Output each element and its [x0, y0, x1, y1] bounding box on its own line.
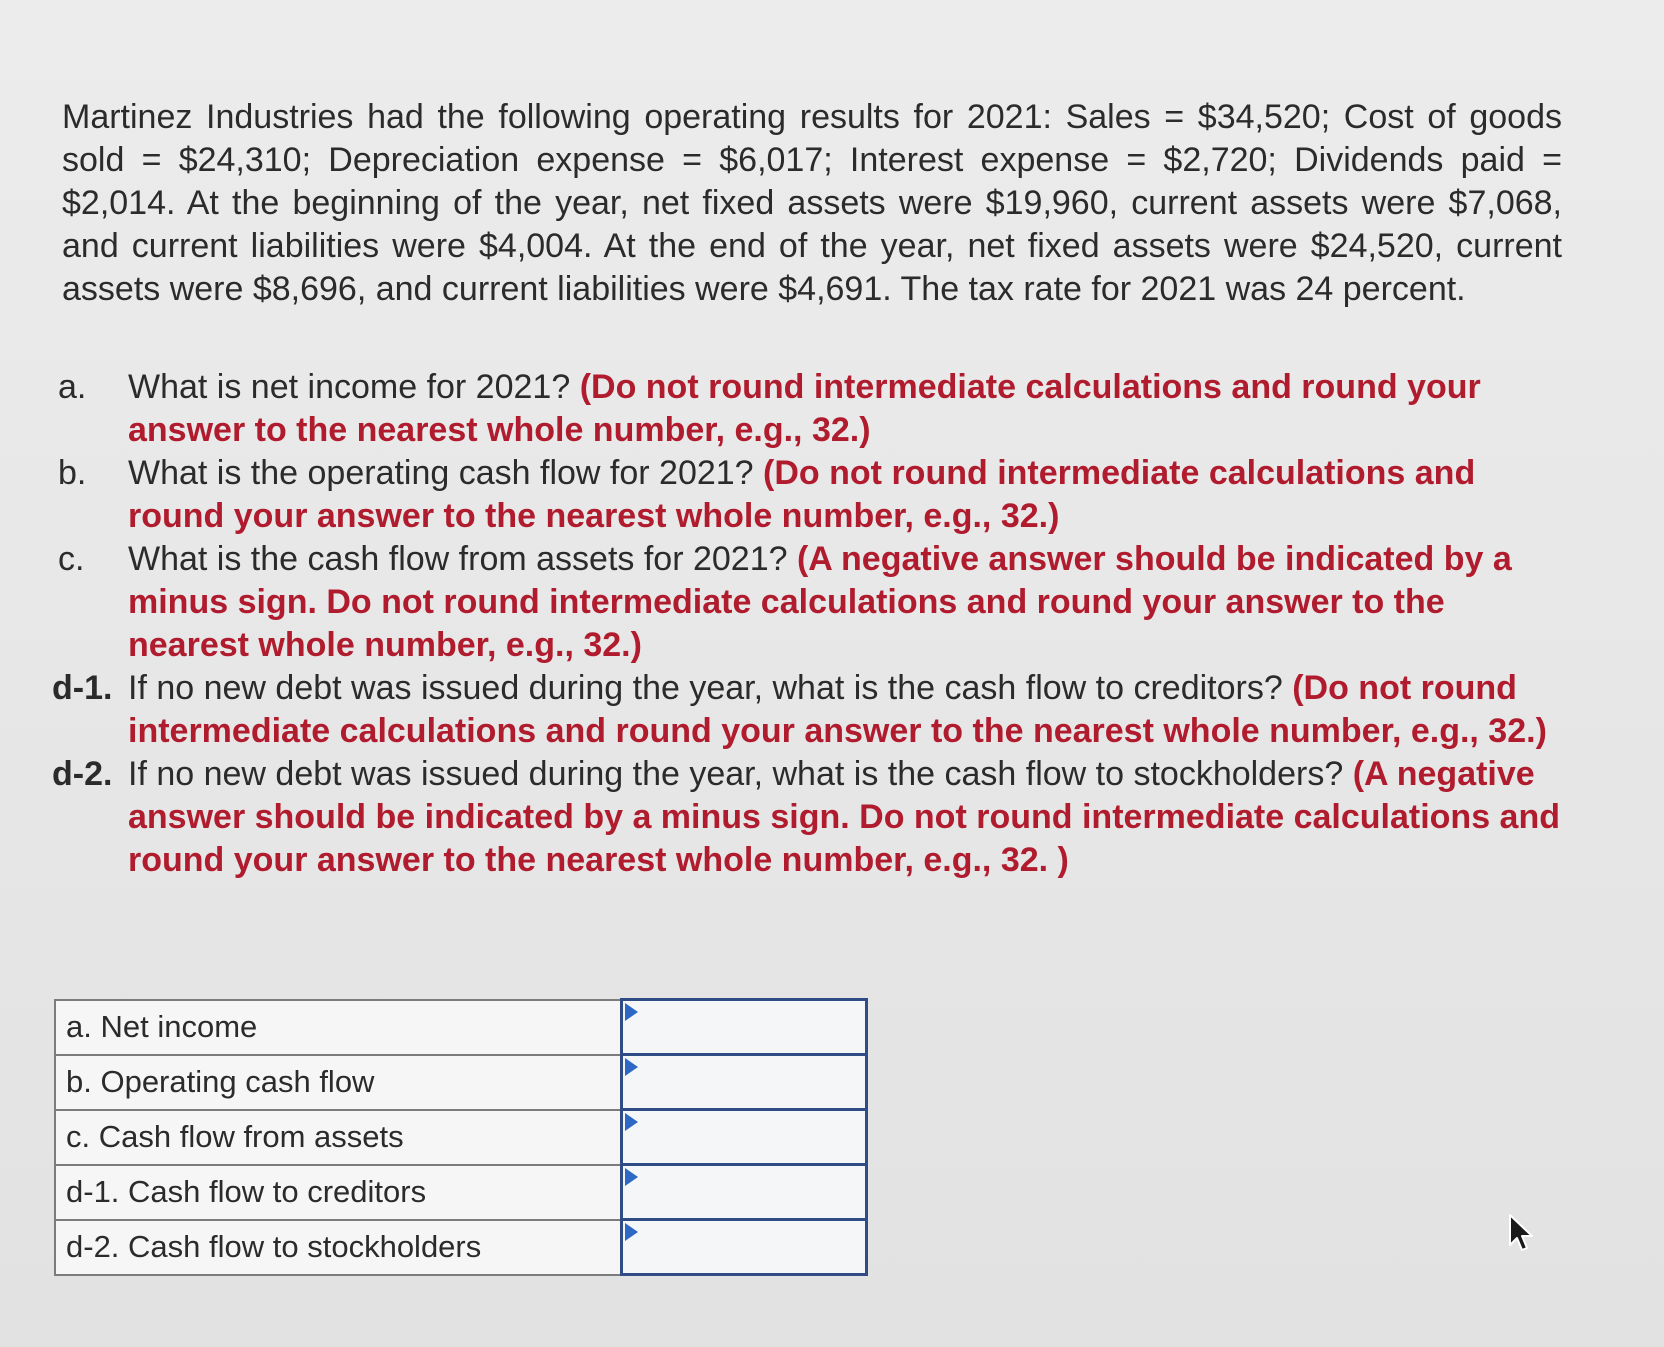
- question-d2: [52, 753, 1572, 882]
- question-label: d-2.: [52, 755, 113, 793]
- answer-row-net-income: [55, 1000, 866, 1055]
- question-body: [128, 667, 1572, 753]
- problem-statement: Martinez Industries had the following operating results for 2021: Sales = $34,520; Cost of goods sold = $24,310; Depreciation expense = $6,017; Interest expense = $2,720; Dividends paid = $2,014. At the beginning of the year, net fixed assets were $19,960, current assets were $7,068, and current liabilities were $4,004. At the end of the year, net fixed assets were $24,520, current assets were $8,696, and current liabilities were $4,691. The tax rate for 2021 was 24 percent.: [62, 98, 1562, 308]
- answer-label: d-2. Cash flow to stockholders: [55, 1220, 621, 1275]
- question-label: b.: [58, 454, 87, 492]
- answer-label: c. Cash flow from assets: [55, 1110, 621, 1165]
- answer-row-cash-flow-to-stockholders: [55, 1220, 866, 1275]
- answer-flag-icon: [625, 1058, 638, 1076]
- question-d1: [52, 667, 1572, 753]
- question-label: d-1.: [52, 669, 113, 707]
- question-hint: (Do not round intermediate calculations and round your answer to the nearest whole number, e.g., 32.): [128, 368, 1481, 449]
- answer-table: [54, 998, 868, 1276]
- answer-row-cash-flow-from-assets: [55, 1110, 866, 1165]
- cash-flow-to-creditors-input[interactable]: [623, 1168, 865, 1217]
- question-body: [128, 366, 1572, 452]
- question-label: a.: [58, 368, 87, 406]
- net-income-input[interactable]: [623, 1003, 865, 1052]
- operating-cash-flow-input[interactable]: [623, 1058, 865, 1107]
- answer-label: d-1. Cash flow to creditors: [55, 1165, 621, 1220]
- answer-flag-icon: [625, 1168, 638, 1186]
- question-hint: (A negative answer should be indicated by a minus sign. Do not round intermediate calculations and round your answer to the nearest whole number, e.g., 32.): [128, 540, 1512, 664]
- answer-row-cash-flow-to-creditors: [55, 1165, 866, 1220]
- cash-flow-from-assets-input[interactable]: [623, 1113, 865, 1162]
- question-a: [52, 366, 1572, 452]
- question-label: c.: [58, 540, 85, 578]
- answer-row-operating-cash-flow: [55, 1055, 866, 1110]
- mouse-pointer-icon: [1508, 1213, 1540, 1253]
- question-text: What is the operating cash flow for 2021?: [128, 454, 754, 492]
- answer-flag-icon: [625, 1223, 638, 1241]
- answer-cell: [621, 1165, 866, 1220]
- answer-label: a. Net income: [55, 1000, 621, 1055]
- question-b: [52, 452, 1572, 538]
- question-body: [128, 753, 1572, 882]
- question-hint: (Do not round intermediate calculations and round your answer to the nearest whole number, e.g., 32.): [128, 454, 1476, 535]
- answer-cell: [621, 1000, 866, 1055]
- question-text: What is the cash flow from assets for 2021?: [128, 540, 788, 578]
- question-body: [128, 452, 1572, 538]
- answer-label: b. Operating cash flow: [55, 1055, 621, 1110]
- question-body: [128, 538, 1572, 667]
- cash-flow-to-stockholders-input[interactable]: [623, 1223, 865, 1272]
- answer-flag-icon: [625, 1003, 638, 1021]
- question-text: What is net income for 2021?: [128, 368, 571, 406]
- question-c: [52, 538, 1572, 667]
- question-text: If no new debt was issued during the year, what is the cash flow to creditors?: [128, 669, 1283, 707]
- answer-cell: [621, 1110, 866, 1165]
- question-hint: (Do not round intermediate calculations and round your answer to the nearest whole number, e.g., 32.): [128, 669, 1547, 750]
- question-text: If no new debt was issued during the year, what is the cash flow to stockholders?: [128, 755, 1344, 793]
- answer-cell: [621, 1055, 866, 1110]
- answer-flag-icon: [625, 1113, 638, 1131]
- question-hint: (A negative answer should be indicated by a minus sign. Do not round intermediate calculations and round your answer to the nearest whole number, e.g., 32. ): [128, 755, 1561, 879]
- answer-cell: [621, 1220, 866, 1275]
- question-list: [52, 366, 1572, 882]
